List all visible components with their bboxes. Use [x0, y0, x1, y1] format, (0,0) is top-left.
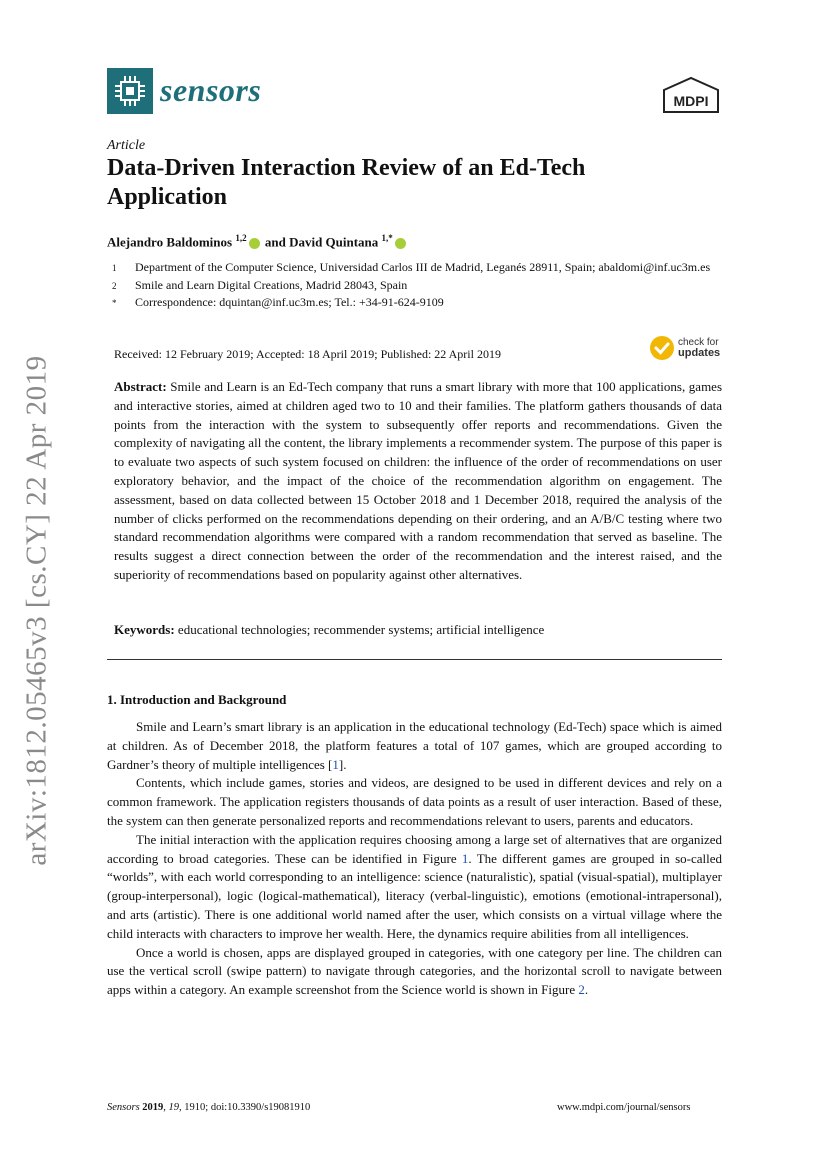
publication-dates: Received: 12 February 2019; Accepted: 18 April 2019; Published: 22 April 2019	[114, 347, 501, 361]
divider	[107, 659, 722, 660]
journal-logo-icon	[107, 68, 153, 114]
abstract-label: Abstract:	[114, 379, 167, 394]
paper-title: Data-Driven Interaction Review of an Ed-Tech Application	[107, 155, 586, 210]
affiliations	[112, 259, 712, 312]
paragraph: Once a world is chosen, apps are displayed grouped in categories, with one category per line. The children can use the vertical scroll (swipe pattern) to navigate through categories, and the horizontal scroll to navigate between apps within a category. An example screenshot from the Science world is shown in Figure 2.	[107, 944, 722, 998]
affiliation-item: * Correspondence: dquintan@inf.uc3m.es; Tel.: +34-91-624-9109	[112, 295, 444, 309]
footer-citation: Sensors 2019, 19, 1910; doi:10.3390/s19081910	[107, 1102, 311, 1113]
journal-name: sensors	[160, 72, 262, 108]
keywords-text: educational technologies; recommender systems; artificial intelligence	[177, 622, 545, 637]
figure-link[interactable]: 1	[461, 850, 469, 866]
footer-url[interactable]: www.mdpi.com/journal/sensors	[557, 1102, 691, 1113]
check-updates-icon	[650, 336, 674, 360]
author-name: Alejandro Baldominos	[107, 234, 233, 250]
abstract-text: Smile and Learn is an Ed-Tech company that runs a smart library with more that 100 applications, games and interactive stories, aimed at children aged two to 10 and their families. The platform gathers thousands of data points from the interaction with the system to subsequently offer reports and recommendations. Given the complexity of navigating all the content, the library implements a recommender system. The purpose of this paper is to evaluate two aspects of such system focused on children: the influence of the order of recommendations on user exploratory behavior, and the impact of the choice of the recommendation algorithm on engagement. The assessment, based on data collected between 15 October 2018 and 1 December 2018, required the analysis of the number of clicks performed on the recommendations depending on their ordering, and an A/B/C testing where two standard recommendation algorithms were compared with a random recommendation that served as baseline. The results suggest a direct connection between the order of the recommendation and the interest raised, and the superiority of recommendations based on popularity against other alternatives.	[114, 379, 723, 582]
section-heading: 1. Introduction and Background	[107, 692, 287, 707]
author-name: David Quintana	[289, 234, 379, 250]
check-updates-line2: updates	[678, 347, 721, 359]
mdpi-logo-text: MDPI	[673, 93, 709, 109]
check-updates-line1: check for	[678, 337, 719, 348]
citation-link[interactable]: 1	[332, 756, 339, 772]
author-affil-sup: 1,2	[235, 233, 247, 243]
section-body	[107, 718, 722, 1000]
author-conj: and	[264, 234, 286, 250]
mdpi-logo-icon	[660, 76, 722, 116]
keywords	[114, 622, 722, 638]
orcid-icon[interactable]	[249, 238, 260, 249]
check-for-updates-badge[interactable]	[650, 336, 725, 362]
paragraph: Smile and Learn’s smart library is an application in the educational technology (Ed-Tech) space which is aimed at children. As of December 2018, the platform features a total of 107 games, which are grouped according to Gardner’s theory of multiple intelligences [1].	[107, 719, 722, 772]
author-affil-sup: 1,*	[381, 233, 393, 243]
orcid-icon[interactable]	[395, 238, 406, 249]
article-type: Article	[107, 138, 146, 153]
arxiv-stamp-text: arXiv:1812.05465v3 [cs.CY] 22 Apr 2019	[20, 354, 53, 866]
figure-link[interactable]: 2	[578, 982, 585, 998]
arxiv-stamp	[4, 354, 70, 866]
paragraph: Contents, which include games, stories and videos, are designed to be used in different devices and rely on a common framework. The application registers thousands of data points as a result of user interaction. Based of these, the system can then generate personalized reports and recommendations relevant to users, parents and educators.	[107, 775, 722, 828]
affiliation-item: 2 Smile and Learn Digital Creations, Madrid 28043, Spain	[112, 277, 408, 292]
affiliation-item: 1 Department of the Computer Science, Universidad Carlos III de Madrid, Leganés 28911, Spain; abaldomi@inf.uc3m.es	[112, 260, 711, 274]
paragraph: The initial interaction with the application requires choosing among a large set of alternatives that are organized according to broad categories. These can be identified in Figure 1. The different games are grouped in so-called “worlds”, with each world corresponding to an intelligence: science (naturalistic), spatial (visual-spatial), multiplayer (group-interpersonal), logic (logical-mathematical), literacy (verbal-linguistic), emotions (emotional-intrapersonal), and arts (artistic). There is one additional world named after the user, which consists on a virtual village where the child interacts with characters to improve her wealth. Here, the dynamics require abilities from all intelligences.	[107, 831, 722, 941]
author-line	[107, 233, 408, 250]
keywords-label: Keywords:	[114, 622, 175, 637]
abstract	[114, 378, 722, 585]
